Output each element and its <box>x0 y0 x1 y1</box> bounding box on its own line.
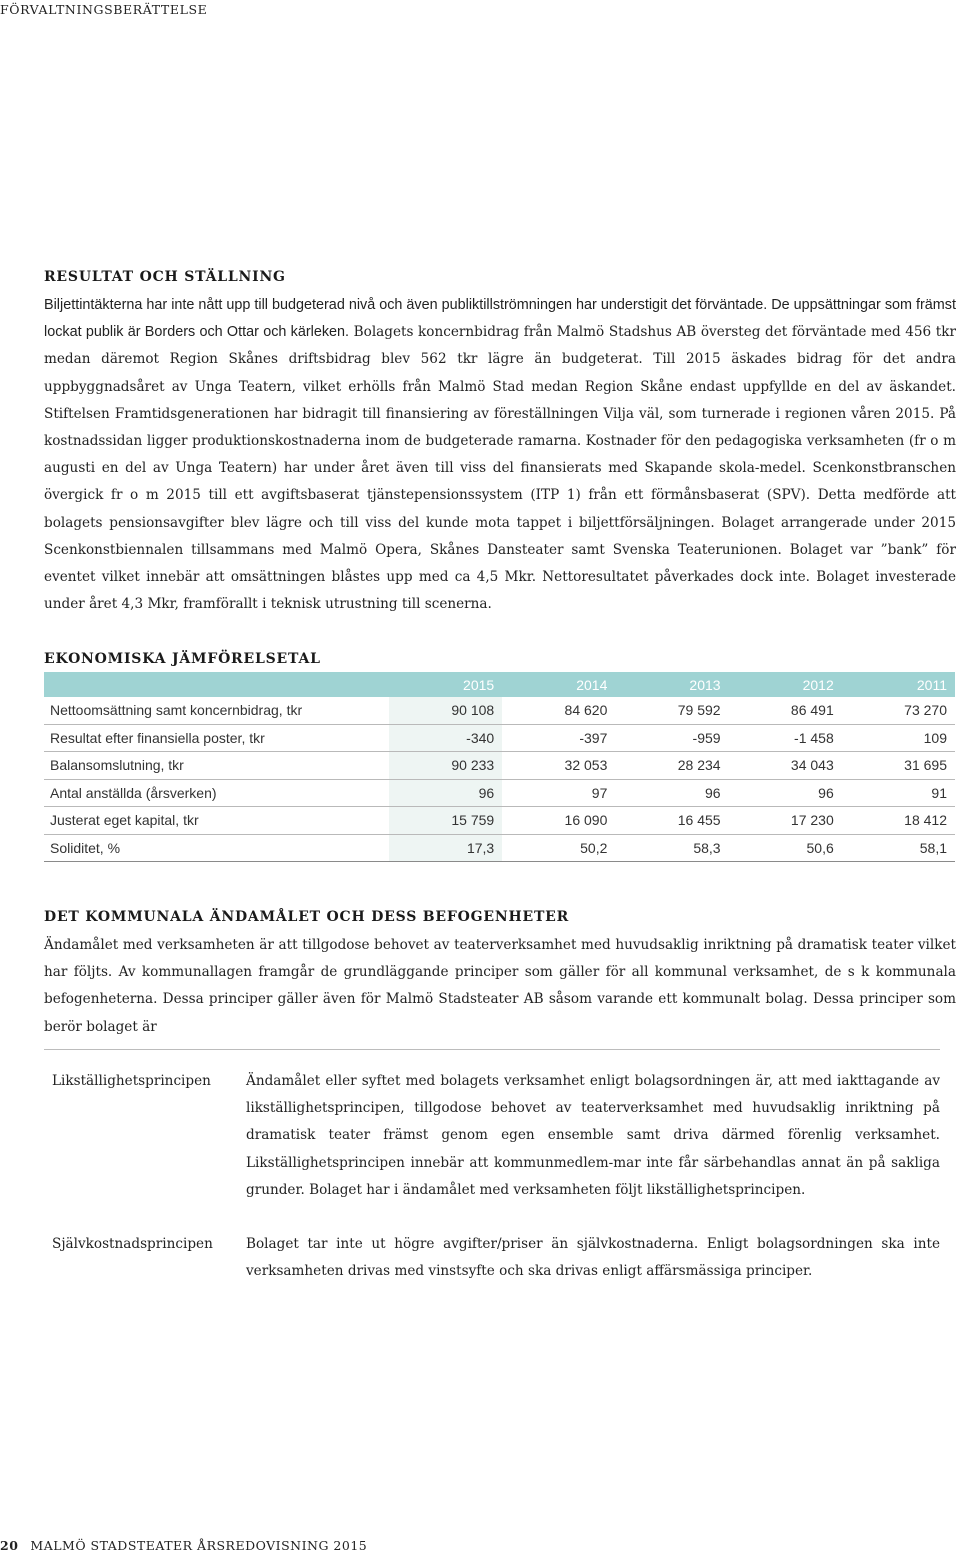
table-row <box>44 779 955 807</box>
municipal-paragraph: Ändamålet med verksamheten är att tillgodose behovet av teaterverksamhet med huvudsaklig inriktning på dramatisk teater vilket har följts. Av kommunallagen framgår de grundläggande principer som gäller för all kommunal verksamhet, de s k kommunala befogenheterna. Dessa principer gäller även för Malmö Stadsteater AB såsom varande ett kommunalt bolag. Dessa principer som berör bolaget är <box>44 937 956 1035</box>
table-cell: 90 233 <box>389 752 502 780</box>
row-label: Soliditet, % <box>44 834 389 862</box>
row-label: Resultat efter finansiella poster, tkr <box>44 724 389 752</box>
year-header: 2012 <box>729 672 842 697</box>
table-header-row <box>44 672 955 697</box>
table-row <box>44 807 955 835</box>
table-cell: -340 <box>389 724 502 752</box>
table-cell: 32 053 <box>502 752 615 780</box>
page-footer <box>0 1538 367 1553</box>
table-header-blank <box>44 672 389 697</box>
principle-text: Ändamålet eller syftet med bolagets verksamhet enligt bolagsordningen är, att med iakttagande av likställighetsprincipen, tillgodose behovet av teaterverksamhet med huvudsaklig inriktning på dramatisk teater främst genom egen ensemble samt driva därmed förenlig verksamhet. Likställighetsprincipen innebär att kommunmedlem-mar inte får särbehandlas annat än på sakliga grunder. Bolaget har i ändamålet med verksamheten följt likställighetsprincipen. <box>246 1073 940 1198</box>
table-cell: 15 759 <box>389 807 502 835</box>
table-cell: 96 <box>729 779 842 807</box>
table-row <box>44 834 955 862</box>
table-cell: 17,3 <box>389 834 502 862</box>
year-header: 2014 <box>502 672 615 697</box>
table-cell: 34 043 <box>729 752 842 780</box>
table-row <box>44 724 955 752</box>
row-label: Nettoomsättning samt koncernbidrag, tkr <box>44 697 389 724</box>
table-cell: 17 230 <box>729 807 842 835</box>
section-title-economics: EKONOMISKA JÄMFÖRELSETAL <box>44 651 321 667</box>
table-cell: 79 592 <box>615 697 728 724</box>
table-cell: -959 <box>615 724 728 752</box>
table-cell: 18 412 <box>842 807 955 835</box>
principle-label: Självkostnadsprincipen <box>52 1236 213 1252</box>
year-header: 2013 <box>615 672 728 697</box>
table-cell: 97 <box>502 779 615 807</box>
publication-title: MALMÖ STADSTEATER ÅRSREDOVISNING 2015 <box>30 1538 368 1553</box>
table-cell: 58,1 <box>842 834 955 862</box>
table-row <box>44 752 955 780</box>
result-paragraph-sans-part: Biljettintäkterna har inte nått upp till budgeterad nivå och även publiktillströmningen har understigit det förväntade. De uppsättningar som främst lockat publik är Borders och Ottar och kärleken. <box>44 297 956 341</box>
table-cell: 50,6 <box>729 834 842 862</box>
table-cell: 73 270 <box>842 697 955 724</box>
table-cell: 90 108 <box>389 697 502 724</box>
page-number: 20 <box>0 1538 19 1553</box>
table-cell: 28 234 <box>615 752 728 780</box>
table-cell: 96 <box>389 779 502 807</box>
year-header: 2015 <box>389 672 502 697</box>
section-divider <box>44 1049 940 1050</box>
table-cell: 91 <box>842 779 955 807</box>
table-cell: 31 695 <box>842 752 955 780</box>
table-cell: 58,3 <box>615 834 728 862</box>
result-paragraph <box>44 292 956 618</box>
table-cell: 50,2 <box>502 834 615 862</box>
principle-text: Bolaget tar inte ut högre avgifter/priser än självkostnaderna. Enligt bolagsordningen ska inte verksamheten drivas med vinstsyfte och ska drivas enligt affärsmässiga principer. <box>246 1236 940 1280</box>
result-paragraph-serif-part: Bolagets koncernbidrag från Malmö Stadshus AB översteg det förväntade med 456 tkr medan däremot Region Skånes driftsbidrag blev 562 tkr lägre än budgeterat. Till 2015 äskades bidrag för det andra uppbyggnadsåret av Unga Teatern, vilket erhölls från Malmö Stad medan Region Skåne endast uppfyllde en del av äskandet. Stiftelsen Framtidsgenerationen har bidragit till finansiering av föreställningen Vilja väl, som turnerade i regionen våren 2015. På kostnadssidan ligger produktionskostnaderna inom de budgeterade ramarna. Kostnader för den pedagogiska verksamheten (fr o m augusti en del av Unga Teatern) har under året även till viss del finansierats med Skapande skola-medel. Scenkonstbranschen övergick fr o m 2015 till ett avgiftsbaserat tjänstepensionssystem (ITP 1) från ett förmånsbaserat (SPV). Detta medförde att bolagets pensionsavgifter blev lägre och till viss del kunde mota tappet i biljettförsäljningen. Bolaget arrangerade under 2015 Scenkonstbiennalen tillsammans med Malmö Opera, Skånes Dansteater samt Svenska Teaterunionen. Bolaget var ”bank” för eventet vilket innebär att omsättningen blåstes upp med ca 4,5 Mkr. Nettoresultatet påverkades dock inte. Bolaget investerade under året 4,3 Mkr, framförallt i teknisk utrustning till scenerna. <box>44 324 956 613</box>
row-label: Justerat eget kapital, tkr <box>44 807 389 835</box>
row-label: Antal anställda (årsverken) <box>44 779 389 807</box>
section-title-municipal: DET KOMMUNALA ÄNDAMÅLET OCH DESS BEFOGENHETER <box>44 909 570 925</box>
table-cell: 16 090 <box>502 807 615 835</box>
table-cell: 84 620 <box>502 697 615 724</box>
table-cell: 109 <box>842 724 955 752</box>
running-header: FÖRVALTNINGSBERÄTTELSE <box>0 2 208 17</box>
year-header: 2011 <box>842 672 955 697</box>
table-cell: 96 <box>615 779 728 807</box>
table-cell: -397 <box>502 724 615 752</box>
table-cell: 86 491 <box>729 697 842 724</box>
table-row <box>44 697 955 724</box>
economic-comparison-table <box>44 672 955 862</box>
table-cell: -1 458 <box>729 724 842 752</box>
row-label: Balansomslutning, tkr <box>44 752 389 780</box>
section-title-result: RESULTAT OCH STÄLLNING <box>44 269 286 285</box>
table-cell: 16 455 <box>615 807 728 835</box>
principle-label: Likställighetsprincipen <box>52 1073 211 1089</box>
